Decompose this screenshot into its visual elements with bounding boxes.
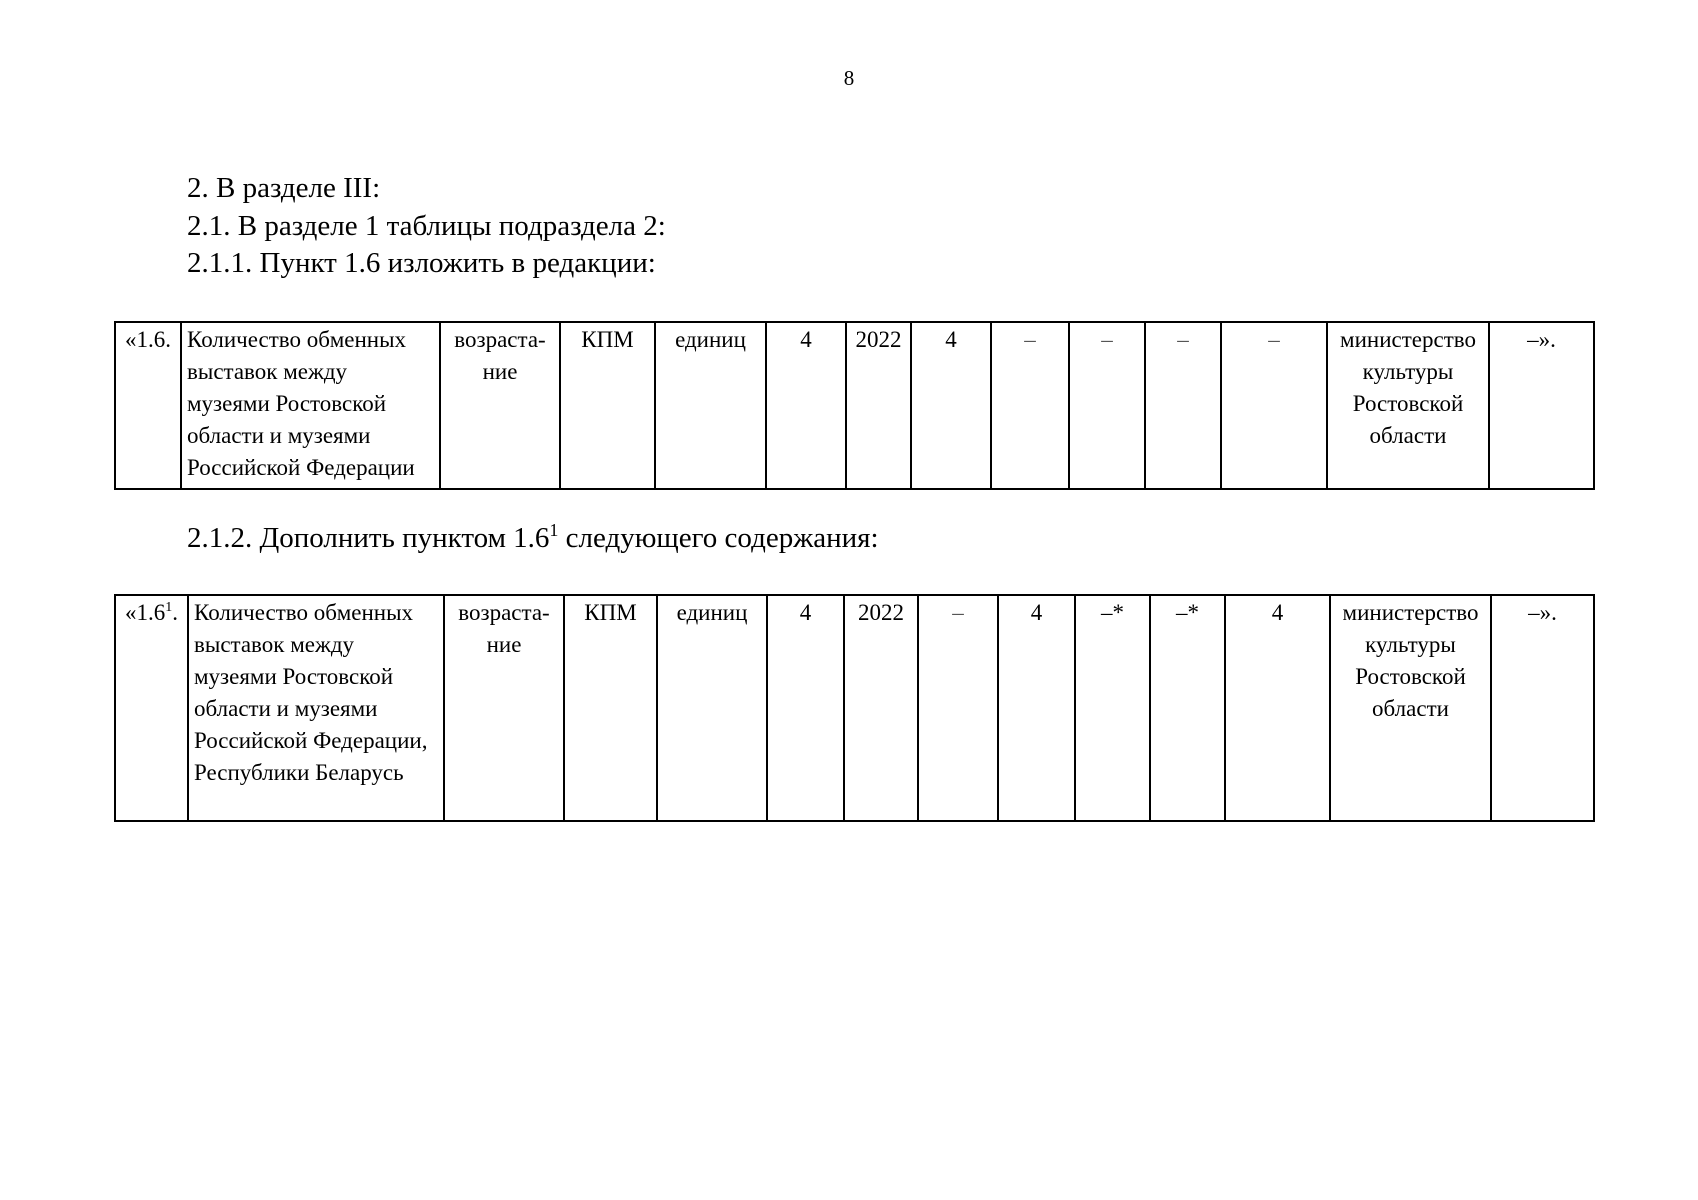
paragraph-text: 2.1.2. Дополнить пунктом 1.6 bbox=[187, 522, 550, 554]
cell-value-3: –* bbox=[1075, 595, 1150, 821]
table-item-1-6-1 bbox=[114, 594, 1595, 822]
cell-value-2: 4 bbox=[998, 595, 1075, 821]
cell-unit: единиц bbox=[655, 322, 766, 489]
table-item-1-6 bbox=[114, 321, 1595, 490]
cell-base-year: 2022 bbox=[844, 595, 918, 821]
cell-program-type: КПМ bbox=[564, 595, 657, 821]
cell-program-type: КПМ bbox=[560, 322, 655, 489]
cell-closing: –». bbox=[1489, 322, 1594, 489]
table-row bbox=[115, 322, 1594, 489]
paragraph-item-1-6-edit: 2.1.1. Пункт 1.6 изложить в редакции: bbox=[187, 247, 656, 279]
cell-value-3: – bbox=[1069, 322, 1145, 489]
cell-value-5: – bbox=[1221, 322, 1327, 489]
superscript: 1 bbox=[165, 600, 173, 615]
cell-item-number: «1.6. bbox=[115, 322, 181, 489]
cell-responsible: министерство культуры Ростовской области bbox=[1330, 595, 1491, 821]
cell-base-value: 4 bbox=[767, 595, 844, 821]
cell-value-1: 4 bbox=[911, 322, 991, 489]
paragraph-text: следующего содержания: bbox=[558, 522, 879, 554]
cell-value-5: 4 bbox=[1225, 595, 1330, 821]
table-row bbox=[115, 595, 1594, 821]
cell-direction: возраста-ние bbox=[440, 322, 560, 489]
page-number: 8 bbox=[843, 66, 855, 90]
paragraph-section-iii: 2. В разделе III: bbox=[187, 172, 381, 204]
cell-base-year: 2022 bbox=[846, 322, 911, 489]
cell-base-value: 4 bbox=[766, 322, 846, 489]
cell-indicator-name: Количество обменных выставок между музеями Ростовской области и музеями Российской Федерации, Республики Беларусь bbox=[188, 595, 444, 821]
cell-value-4: –* bbox=[1150, 595, 1225, 821]
superscript: 1 bbox=[549, 520, 559, 540]
paragraph-section-1-table: 2.1. В разделе 1 таблицы подраздела 2: bbox=[187, 210, 666, 242]
cell-value-4: – bbox=[1145, 322, 1221, 489]
cell-direction: возраста-ние bbox=[444, 595, 564, 821]
cell-responsible: министерство культуры Ростовской области bbox=[1327, 322, 1489, 489]
cell-closing: –». bbox=[1491, 595, 1594, 821]
cell-item-number bbox=[115, 595, 188, 821]
cell-indicator-name: Количество обменных выставок между музеями Ростовской области и музеями Российской Федерации bbox=[181, 322, 440, 489]
item-number-text: «1.6 bbox=[125, 600, 166, 625]
paragraph-item-1-6-1-add bbox=[187, 520, 879, 556]
cell-value-1: – bbox=[918, 595, 998, 821]
cell-unit: единиц bbox=[657, 595, 767, 821]
cell-value-2: – bbox=[991, 322, 1069, 489]
item-number-dot: . bbox=[172, 600, 178, 625]
